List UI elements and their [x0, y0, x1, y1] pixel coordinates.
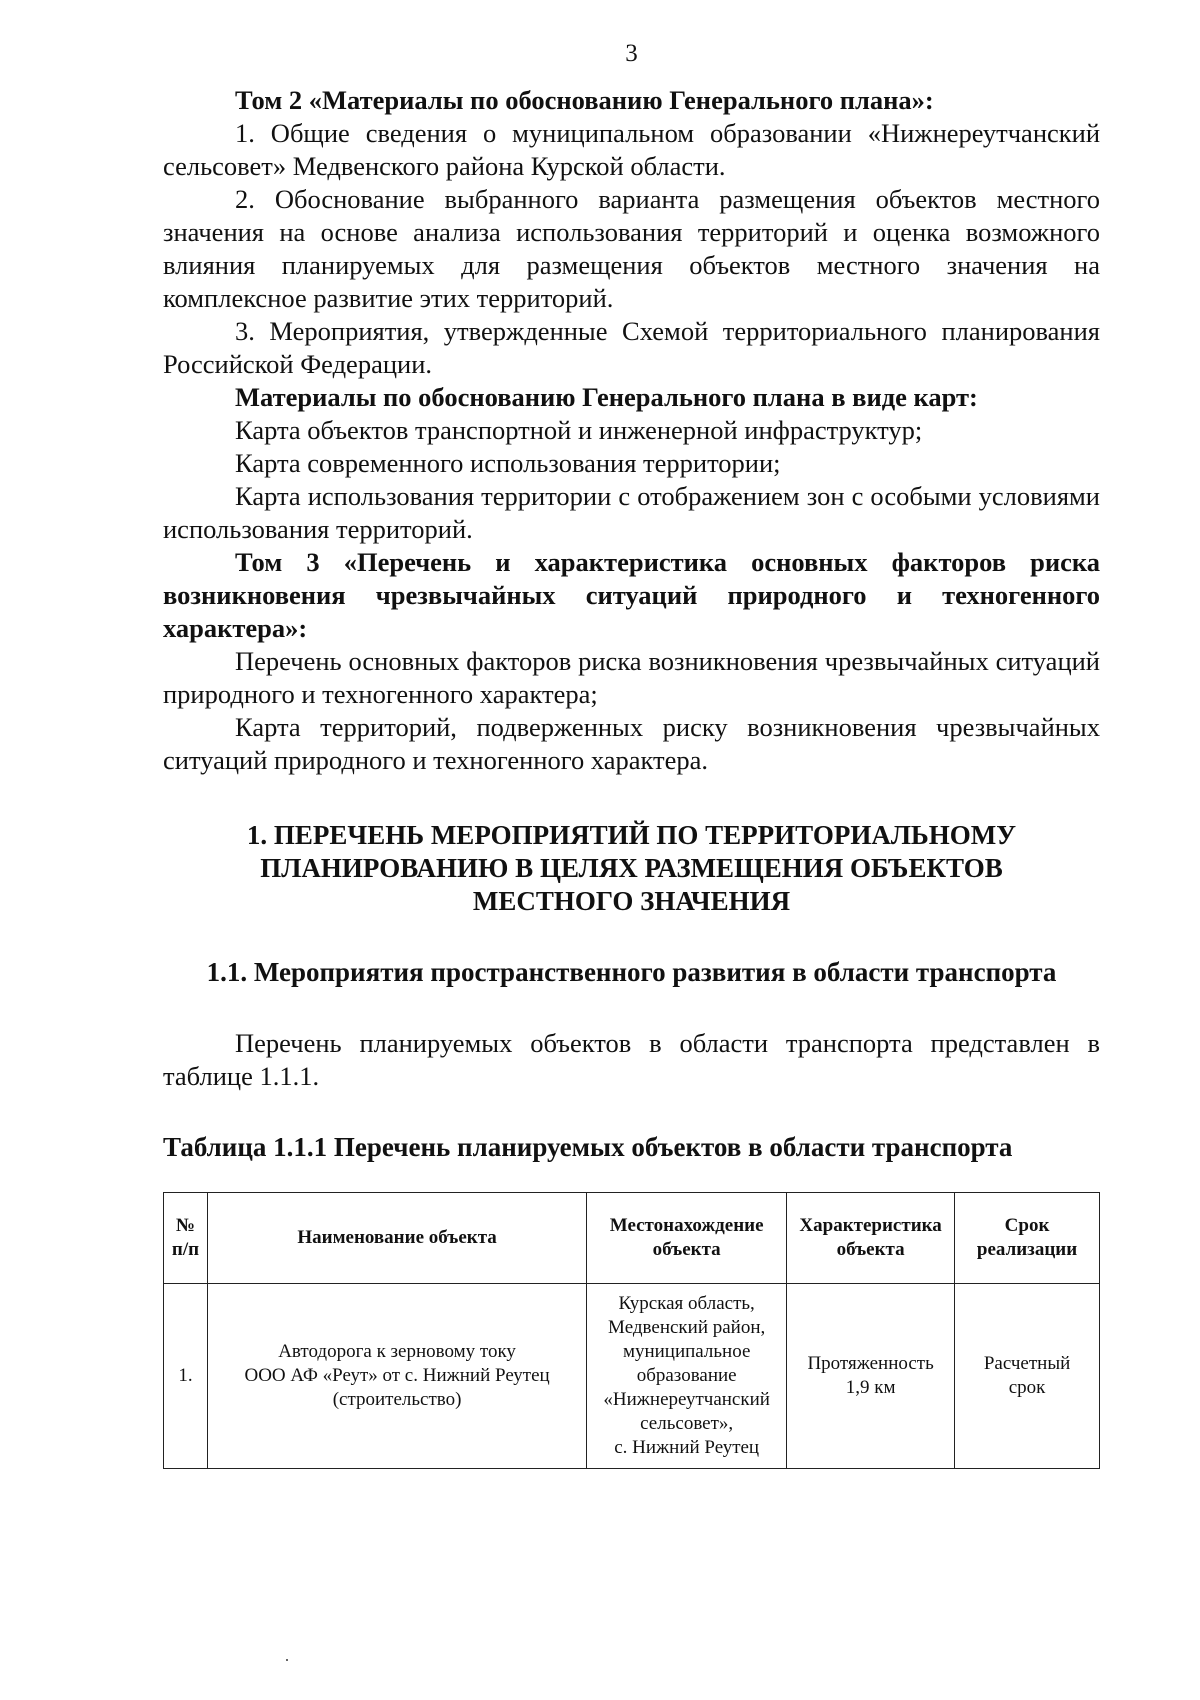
section-title-line-3: МЕСТНОГО ЗНАЧЕНИЯ — [472, 886, 791, 916]
cell-name: Автодорога к зерновому току ООО АФ «Реут» от с. Нижний Реутец (строительство) — [207, 1284, 586, 1469]
tom3-heading: Том 3 «Перечень и характеристика основных факторов риска возникновения чрезвычайных ситуаций природного и техногенного характера»: — [163, 547, 1100, 643]
maps-heading: Материалы по обоснованию Генерального плана в виде карт: — [235, 382, 978, 412]
table-caption: Таблица 1.1.1 Перечень планируемых объектов в области транспорта — [163, 1132, 1013, 1162]
table-row — [164, 1284, 1100, 1469]
header-name: Наименование объекта — [207, 1193, 586, 1284]
table-header-row — [164, 1193, 1100, 1284]
tom2-item-1: 1. Общие сведения о муниципальном образовании «Нижнереутчанский сельсовет» Медвенского района Курской области. — [163, 118, 1100, 181]
tom3-item-2: Карта территорий, подверженных риску возникновения чрезвычайных ситуаций природного и техногенного характера. — [163, 712, 1100, 775]
header-characteristic: Характеристика объекта — [787, 1193, 955, 1284]
tom2-item-2: 2. Обоснование выбранного варианта размещения объектов местного значения на основе анализа использования территорий и оценка возможного влияния планируемых для размещения объектов местного значения на комплексное развитие этих территорий. — [163, 184, 1100, 313]
cell-location: Курская область, Медвенский район, муниципальное образование «Нижнереутчанский сельсовет», с. Нижний Реутец — [587, 1284, 787, 1469]
section-title-line-1: 1. ПЕРЕЧЕНЬ МЕРОПРИЯТИЙ ПО ТЕРРИТОРИАЛЬНОМУ — [246, 820, 1017, 850]
header-term: Срок реализации — [955, 1193, 1100, 1284]
section-title-line-2: ПЛАНИРОВАНИЮ В ЦЕЛЯХ РАЗМЕЩЕНИЯ ОБЪЕКТОВ — [260, 853, 1003, 883]
tom2-item-3: 3. Мероприятия, утвержденные Схемой территориального планирования Российской Федерации. — [163, 316, 1100, 379]
section-title — [163, 819, 1100, 918]
cell-num: 1. — [164, 1284, 208, 1469]
tom2-heading: Том 2 «Материалы по обоснованию Генерального плана»: — [235, 85, 934, 115]
map-item-3: Карта использования территории с отображением зон с особыми условиями использования территорий. — [163, 481, 1100, 544]
subsection-title: 1.1. Мероприятия пространственного развития в области транспорта — [206, 957, 1057, 987]
tom3-item-1: Перечень основных факторов риска возникновения чрезвычайных ситуаций природного и техногенного характера; — [163, 646, 1100, 709]
cell-term: Расчетный срок — [955, 1284, 1100, 1469]
map-item-2: Карта современного использования территории; — [235, 448, 781, 478]
document-page — [163, 40, 1100, 1469]
table-intro: Перечень планируемых объектов в области транспорта представлен в таблице 1.1.1. — [163, 1028, 1100, 1091]
cell-characteristic: Протяженность 1,9 км — [787, 1284, 955, 1469]
map-item-1: Карта объектов транспортной и инженерной инфраструктур; — [235, 415, 923, 445]
scan-speck — [286, 1659, 288, 1661]
page-number: 3 — [625, 40, 638, 67]
header-num: № п/п — [164, 1193, 208, 1284]
transport-objects-table — [163, 1192, 1100, 1469]
header-location: Местонахождение объекта — [587, 1193, 787, 1284]
